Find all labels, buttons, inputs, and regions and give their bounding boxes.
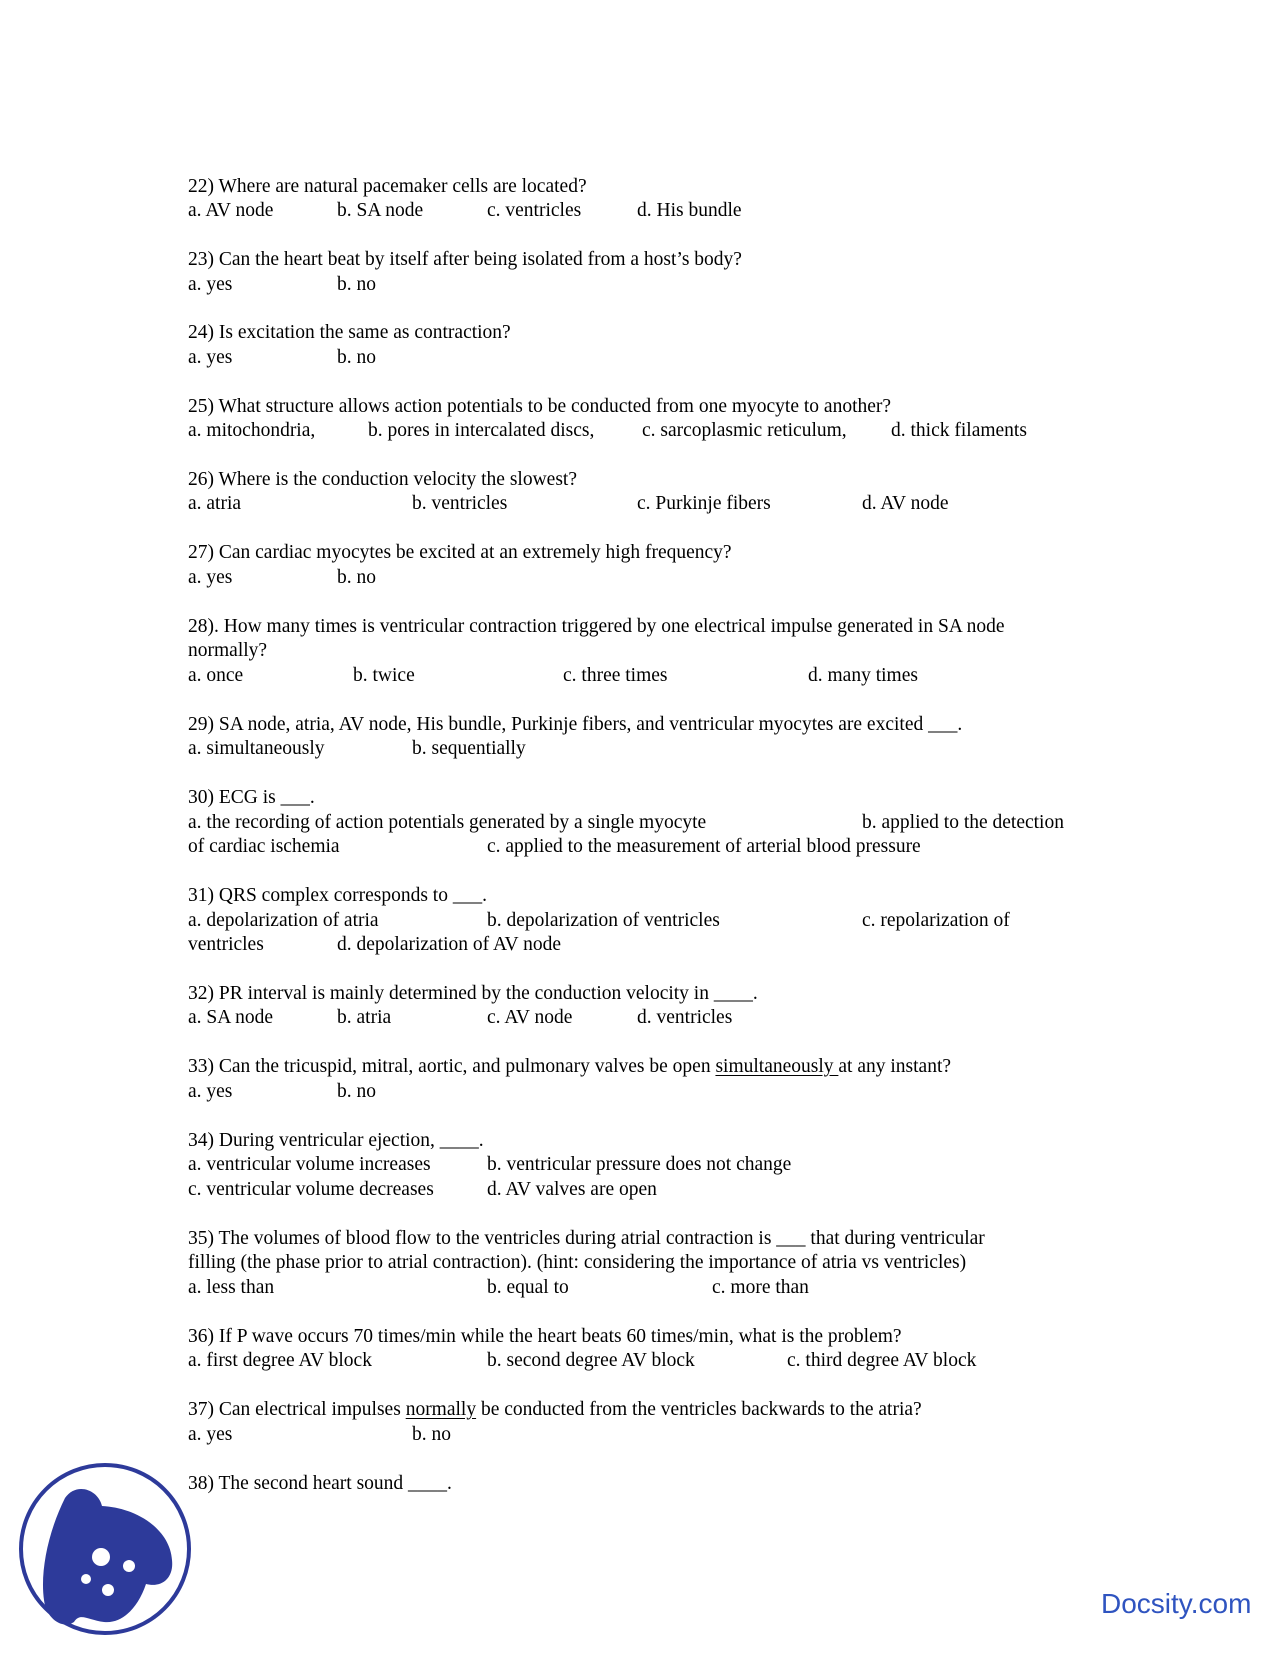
q34-option-a: a. ventricular volume increases	[188, 1154, 431, 1175]
question-36: 36) If P wave occurs 70 times/min while the heart beats 60 times/min, what is the problem?	[188, 1326, 902, 1347]
q25-option-b: b. pores in intercalated discs,	[368, 420, 595, 441]
question-35-line-2: filling (the phase prior to atrial contraction). (hint: considering the importance of atria vs ventricles)	[188, 1252, 967, 1273]
q32-option-d: d. ventricles	[637, 1007, 733, 1028]
q25-option-c: c. sarcoplasmic reticulum,	[642, 420, 847, 441]
q32-option-b: b. atria	[337, 1007, 392, 1028]
question-34: 34) During ventricular ejection, ____.	[188, 1130, 484, 1151]
q37-option-a: a. yes	[188, 1424, 233, 1445]
q34-option-d: d. AV valves are open	[487, 1179, 657, 1200]
logo-dot-1	[92, 1548, 110, 1566]
q35-option-c: c. more than	[712, 1277, 809, 1298]
q28-option-c: c. three times	[563, 665, 668, 686]
question-32: 32) PR interval is mainly determined by the conduction velocity in ____.	[188, 983, 758, 1004]
q35-option-a: a. less than	[188, 1277, 275, 1298]
q37-text-end: be conducted from the ventricles backwards to the atria?	[476, 1399, 922, 1420]
q22-option-c: c. ventricles	[487, 200, 582, 221]
q27-option-a: a. yes	[188, 567, 233, 588]
q36-option-a: a. first degree AV block	[188, 1350, 372, 1371]
logo-dot-2	[123, 1560, 135, 1572]
q33-text-end: at any instant?	[838, 1056, 952, 1077]
q32-option-c: c. AV node	[487, 1007, 573, 1028]
q28-option-a: a. once	[188, 665, 244, 686]
q31-option-a: a. depolarization of atria	[188, 910, 379, 931]
question-38: 38) The second heart sound ____.	[188, 1473, 452, 1494]
q30-option-c: c. applied to the measurement of arterial blood pressure	[487, 836, 921, 857]
q26-option-a: a. atria	[188, 493, 242, 514]
question-35-line-1: 35) The volumes of blood flow to the ventricles during atrial contraction is ___ that during ventricular	[188, 1228, 985, 1249]
q29-option-a: a. simultaneously	[188, 738, 325, 759]
q24-option-b: b. no	[337, 347, 376, 368]
question-29: 29) SA node, atria, AV node, His bundle, Purkinje fibers, and ventricular myocytes are excited ___.	[188, 714, 963, 735]
q26-option-d: d. AV node	[862, 493, 949, 514]
q33-option-a: a. yes	[188, 1081, 233, 1102]
question-27: 27) Can cardiac myocytes be excited at an extremely high frequency?	[188, 542, 732, 563]
question-23: 23) Can the heart beat by itself after being isolated from a host’s body?	[188, 249, 742, 270]
q34-option-c: c. ventricular volume decreases	[188, 1179, 434, 1200]
q37-text-start: 37) Can electrical impulses	[188, 1399, 406, 1420]
question-24: 24) Is excitation the same as contraction?	[188, 322, 511, 343]
q37-underlined-word: normally	[405, 1399, 477, 1420]
question-28-line-1: 28). How many times is ventricular contraction triggered by one electrical impulse generated in SA node	[188, 616, 1005, 637]
q30-option-a: a. the recording of action potentials generated by a single myocyte	[188, 812, 707, 833]
question-25: 25) What structure allows action potentials to be conducted from one myocyte to another?	[188, 396, 892, 417]
q22-option-b: b. SA node	[337, 200, 424, 221]
question-31: 31) QRS complex corresponds to ___.	[188, 885, 487, 906]
q36-option-b: b. second degree AV block	[487, 1350, 695, 1371]
q23-option-a: a. yes	[188, 274, 233, 295]
docsity-brand-link[interactable]: Docsity.com	[1101, 1588, 1252, 1619]
q33-underlined-word: simultaneously	[715, 1056, 839, 1077]
q34-option-b: b. ventricular pressure does not change	[487, 1154, 792, 1175]
q31-option-b: b. depolarization of ventricles	[487, 910, 720, 931]
q25-option-d: d. thick filaments	[891, 420, 1027, 441]
question-28-line-2: normally?	[188, 640, 268, 661]
q27-option-b: b. no	[337, 567, 376, 588]
q28-option-b: b. twice	[353, 665, 415, 686]
logo-dot-3	[81, 1574, 91, 1584]
q33-text-start: 33) Can the tricuspid, mitral, aortic, and pulmonary valves be open	[188, 1056, 716, 1077]
q31-option-c-continued: ventricles	[188, 934, 264, 955]
question-33	[188, 1055, 951, 1079]
q22-option-d: d. His bundle	[637, 200, 742, 221]
q33-option-b: b. no	[337, 1081, 376, 1102]
question-22: 22) Where are natural pacemaker cells are located?	[188, 176, 587, 197]
q32-option-a: a. SA node	[188, 1007, 274, 1028]
q30-option-b: b. applied to the detection	[862, 812, 1064, 833]
q24-option-a: a. yes	[188, 347, 233, 368]
q29-option-b: b. sequentially	[412, 738, 526, 759]
q31-option-d: d. depolarization of AV node	[337, 934, 562, 955]
q31-option-c: c. repolarization of	[862, 910, 1010, 931]
q25-option-a: a. mitochondria,	[188, 420, 316, 441]
q26-option-c: c. Purkinje fibers	[637, 493, 771, 514]
question-30: 30) ECG is ___.	[188, 787, 315, 808]
q36-option-c: c. third degree AV block	[787, 1350, 977, 1371]
q37-option-b: b. no	[412, 1424, 451, 1445]
q26-option-b: b. ventricles	[412, 493, 508, 514]
docsity-logo-icon[interactable]	[18, 1462, 193, 1637]
q22-option-a: a. AV node	[188, 200, 274, 221]
q23-option-b: b. no	[337, 274, 376, 295]
logo-dot-4	[102, 1584, 114, 1596]
q30-option-b-continued: of cardiac ischemia	[188, 836, 340, 857]
q35-option-b: b. equal to	[487, 1277, 569, 1298]
question-37	[188, 1398, 922, 1422]
q28-option-d: d. many times	[808, 665, 918, 686]
question-26: 26) Where is the conduction velocity the slowest?	[188, 469, 577, 490]
